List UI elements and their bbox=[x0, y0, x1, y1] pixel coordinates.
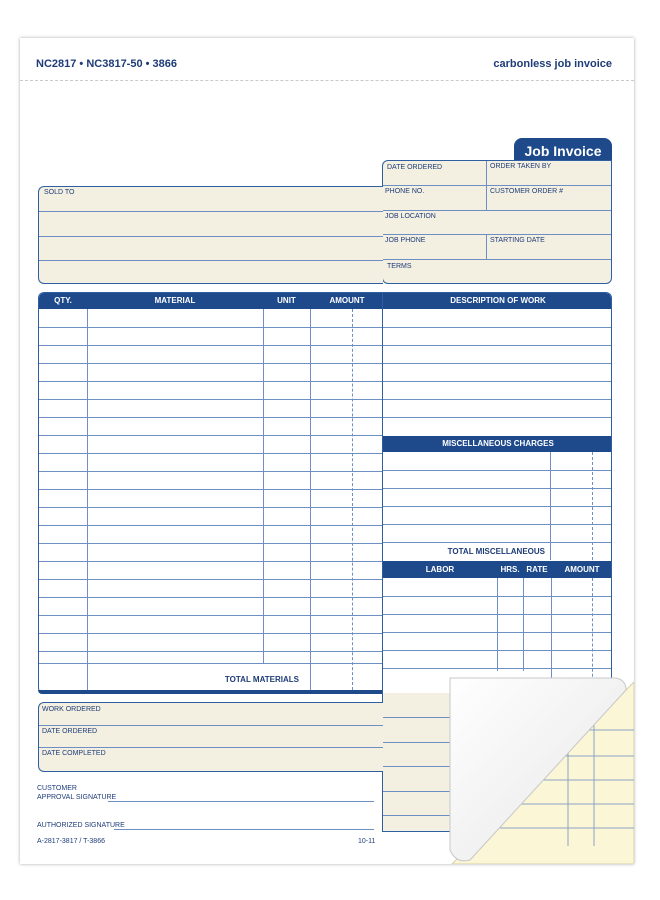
table-row-line bbox=[383, 506, 611, 507]
table-row-line bbox=[39, 399, 383, 400]
materials-table bbox=[38, 292, 383, 694]
terms-label: TERMS bbox=[387, 263, 412, 270]
table-row-line bbox=[39, 525, 383, 526]
table-row-line bbox=[383, 345, 611, 346]
description-header: DESCRIPTION OF WORK bbox=[383, 293, 612, 309]
customer-sig-label-1: CUSTOMER bbox=[37, 785, 77, 792]
page-title: Job Invoice bbox=[514, 138, 612, 164]
table-row-line bbox=[39, 543, 383, 544]
authorized-signature-line bbox=[114, 829, 374, 830]
table-row-line bbox=[39, 417, 383, 418]
col-rate: RATE bbox=[526, 565, 548, 574]
col-amount: AMOUNT bbox=[329, 296, 365, 305]
form-codes: NC2817 • NC3817-50 • 3866 bbox=[36, 58, 178, 70]
date-completed-label: DATE COMPLETED bbox=[42, 750, 106, 757]
work-date-ordered-label: DATE ORDERED bbox=[42, 728, 98, 735]
misc-header: MISCELLANEOUS CHARGES bbox=[383, 436, 612, 452]
col-qty: QTY. bbox=[54, 296, 72, 305]
col-unit: UNIT bbox=[277, 296, 296, 305]
total-materials-label: TOTAL MATERIALS bbox=[224, 675, 299, 684]
table-row-line bbox=[383, 381, 611, 382]
table-row-line bbox=[383, 399, 611, 400]
col-labor: LABOR bbox=[425, 565, 455, 574]
date-ordered-label: DATE ORDERED bbox=[387, 164, 443, 171]
table-row-line bbox=[39, 597, 383, 598]
page-curl-copy bbox=[430, 670, 634, 864]
table-row-line bbox=[39, 471, 383, 472]
table-row-line bbox=[39, 579, 383, 580]
table-row-line bbox=[383, 327, 611, 328]
table-row-line bbox=[39, 453, 383, 454]
work-ordered-label: WORK ORDERED bbox=[42, 706, 101, 713]
job-phone-label: JOB PHONE bbox=[385, 237, 426, 244]
table-row-line bbox=[39, 615, 383, 616]
table-row-line bbox=[39, 507, 383, 508]
authorized-sig-label: AUTHORIZED SIGNATURE bbox=[37, 822, 125, 829]
table-row-line bbox=[39, 651, 383, 652]
starting-date-label: STARTING DATE bbox=[490, 237, 545, 244]
col-labor-amount: AMOUNT bbox=[564, 565, 600, 574]
order-taken-by-label: ORDER TAKEN BY bbox=[490, 163, 552, 170]
table-row-line bbox=[383, 542, 611, 543]
table-row-line bbox=[39, 381, 383, 382]
table-row-line bbox=[383, 363, 611, 364]
customer-sig-label-2: APPROVAL SIGNATURE bbox=[37, 794, 117, 801]
sold-to-label: SOLD TO bbox=[44, 189, 75, 196]
table-row-line bbox=[383, 470, 611, 471]
footer-code-right: 10-11 bbox=[358, 838, 376, 845]
table-row-line bbox=[39, 633, 383, 634]
form-type: carbonless job invoice bbox=[493, 58, 612, 70]
table-row-line bbox=[39, 561, 383, 562]
materials-bottom-bar bbox=[38, 690, 383, 694]
phone-no-label: PHONE NO. bbox=[385, 188, 425, 195]
job-location-label: JOB LOCATION bbox=[385, 213, 436, 220]
work-dates-box bbox=[38, 702, 383, 772]
table-row-line bbox=[39, 327, 383, 328]
table-row-line bbox=[39, 363, 383, 364]
table-row-line bbox=[39, 435, 383, 436]
customer-signature-line bbox=[108, 801, 374, 802]
table-row-line bbox=[39, 345, 383, 346]
table-row-line bbox=[383, 417, 611, 418]
sold-to-box bbox=[38, 186, 383, 284]
table-row-line bbox=[383, 524, 611, 525]
footer-code-left: A-2817-3817 / T-3866 bbox=[37, 838, 105, 845]
table-row-line bbox=[383, 488, 611, 489]
table-row-line bbox=[39, 489, 383, 490]
order-info-box bbox=[382, 160, 612, 284]
col-material: MATERIAL bbox=[154, 296, 196, 305]
total-misc-label: TOTAL MISCELLANEOUS bbox=[447, 547, 545, 556]
perforation-line bbox=[20, 80, 634, 81]
customer-order-label: CUSTOMER ORDER # bbox=[490, 188, 563, 195]
col-hrs: HRS. bbox=[500, 565, 520, 574]
